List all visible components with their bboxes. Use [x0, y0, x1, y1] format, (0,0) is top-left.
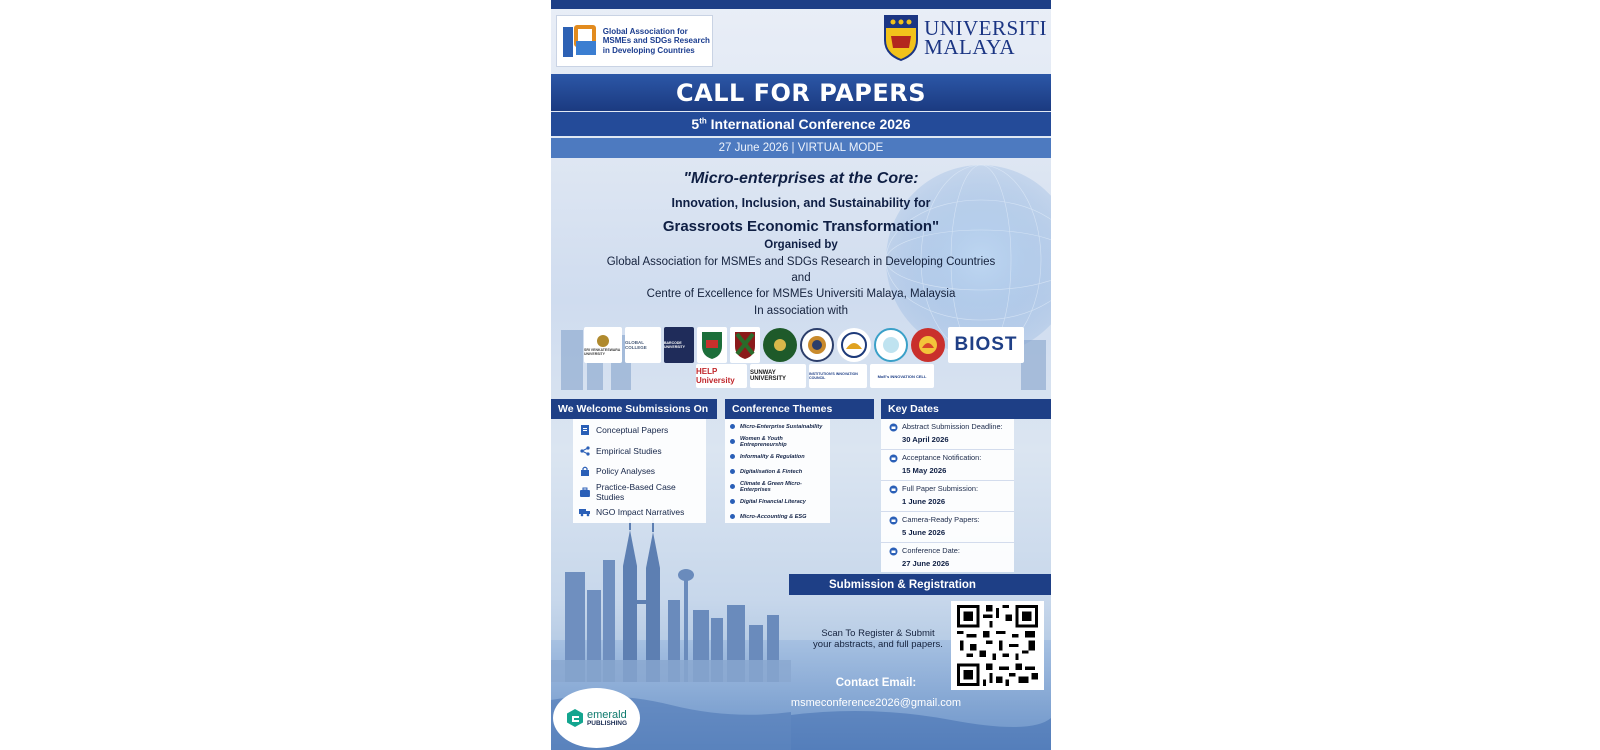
partner-logo-label: INSTITUTION'S INNOVATION COUNCIL [809, 372, 858, 380]
key-date-label: Full Paper Submission: [902, 484, 978, 493]
contact-email-link[interactable]: msmeconference2026@gmail.com [790, 697, 962, 709]
submission-item-label: NGO Impact Narratives [596, 507, 685, 518]
submission-item [573, 502, 706, 523]
association-emblem-icon [561, 21, 599, 61]
theme-item-label: Micro-Accounting & ESG [740, 513, 807, 520]
themes-heading: Conference Themes [725, 399, 874, 419]
theme-line-2: Innovation, Inclusion, and Sustainability for [671, 196, 931, 210]
bullet-icon [730, 439, 735, 444]
theme-item-label: Climate & Green Micro-Enterprises [740, 480, 802, 493]
theme-item [725, 464, 830, 479]
university-name [924, 16, 1047, 59]
lock-icon [579, 466, 591, 476]
partner-logo-label: HELP University [696, 367, 735, 385]
bullet-icon [730, 499, 735, 504]
theme-item [725, 419, 830, 434]
organised-by-label: Organised by [764, 239, 838, 251]
submission-item [573, 441, 706, 462]
college-shield-icon [700, 330, 724, 360]
publisher-name: emerald [586, 708, 627, 721]
key-dates-list [881, 419, 1014, 572]
submission-item [573, 461, 706, 482]
partner-logos-row-2 [696, 364, 934, 388]
lotus-icon [917, 334, 939, 356]
calendar-icon [889, 485, 898, 494]
conference-ordinal: th [699, 116, 707, 126]
briefcase-icon [579, 487, 591, 497]
calendar-icon [889, 547, 898, 556]
submission-item-label: Conceptual Papers [596, 425, 669, 436]
submission-item-label: Practice-Based Case Studies [595, 481, 676, 502]
circle-seal-icon [880, 334, 902, 356]
theme-item [725, 509, 830, 524]
calendar-icon [889, 454, 898, 463]
partner-logo [730, 327, 760, 363]
key-date-label: Conference Date: [902, 546, 960, 555]
key-date-value: 30 April 2026 [902, 435, 949, 444]
scan-line-1: Scan To Register & Submit [821, 628, 935, 639]
key-date-label: Acceptance Notification: [902, 453, 982, 462]
theme-item [725, 449, 830, 464]
association-logo-text: Global Association for MSMEs and SDGs Research in Developing Countries [602, 26, 710, 55]
seal-icon [806, 334, 828, 356]
association-logo [556, 15, 713, 67]
conference-banner [551, 112, 1051, 136]
key-date-item [881, 512, 1014, 543]
association-label: In association with [754, 305, 848, 317]
theme-item [725, 434, 830, 449]
theme-line-3: Grassroots Economic Transformation" [662, 218, 940, 235]
key-date-value: 5 June 2026 [902, 528, 946, 537]
theme-item-label: Women & Youth Entrepreneurship [740, 435, 787, 448]
poster [551, 0, 1051, 750]
calendar-icon [889, 423, 898, 432]
partner-logo [874, 328, 908, 362]
partner-logo-label: BIOST [954, 334, 1018, 355]
key-date-item [881, 450, 1014, 481]
bullet-icon [730, 454, 735, 459]
submissions-list [573, 419, 706, 523]
partner-logo [625, 327, 661, 363]
top-accent-strip [551, 0, 1051, 9]
key-date-item [881, 543, 1014, 574]
theme-item-label: Micro-Enterprise Sustainability [740, 423, 823, 430]
organiser-2: Centre of Excellence for MSMEs Universiti Malaya, Malaysia [646, 288, 956, 300]
key-date-item [881, 419, 1014, 450]
partner-logo [911, 328, 945, 362]
partner-logo [800, 328, 834, 362]
theme-item [725, 479, 830, 494]
partner-logo-label: BARCODE UNIVERSITY [664, 341, 686, 349]
bullet-icon [730, 514, 735, 519]
key-dates-heading: Key Dates [881, 399, 1051, 419]
organiser-and: and [791, 272, 811, 284]
partner-logo [697, 327, 727, 363]
partner-logo [664, 327, 694, 363]
contact-email-label: Contact Email: [835, 677, 917, 689]
partner-logo [870, 364, 934, 388]
conference-number: 5 [691, 116, 700, 132]
partner-logo [837, 328, 871, 362]
submission-item-label: Policy Analyses [596, 466, 656, 477]
partner-logo-label: GLOBAL COLLEGE [625, 340, 647, 350]
scan-line-2: your abstracts, and full papers. [813, 639, 943, 650]
key-date-value: 27 June 2026 [902, 559, 950, 568]
date-mode-banner [551, 138, 1051, 158]
partner-logo [584, 327, 622, 363]
partner-logo [763, 328, 797, 362]
university-crest-icon [883, 14, 919, 62]
theme-line-1: "Micro-enterprises at the Core: [683, 170, 919, 187]
key-date-label: Abstract Submission Deadline: [902, 422, 1003, 431]
crossed-shield-icon [733, 330, 757, 360]
document-icon [579, 425, 591, 435]
bullet-icon [730, 469, 735, 474]
partner-logo-label: SRI VENKATESWARA UNIVERSITY [584, 348, 621, 356]
theme-item-label: Digital Financial Literacy [740, 498, 806, 505]
partner-logo [750, 364, 806, 388]
sunburst-icon [840, 331, 868, 359]
emerald-publishing-logo [553, 688, 640, 748]
call-for-papers-title: CALL FOR PAPERS [676, 78, 926, 107]
date-mode-text: 27 June 2026 | VIRTUAL MODE [718, 142, 884, 154]
partner-logo [948, 327, 1024, 363]
partner-logo-label: SUNWAY UNIVERSITY [750, 370, 787, 382]
bullet-icon [730, 484, 735, 489]
university-name-line1: UNIVERSITI [924, 16, 1047, 40]
submissions-heading: We Welcome Submissions On [551, 399, 717, 419]
organiser-1: Global Association for MSMEs and SDGs Research in Developing Countries [606, 256, 996, 268]
partner-logo [696, 364, 747, 388]
partner-logo-label: MoE's INNOVATION CELL [877, 373, 927, 379]
publisher-sub: PUBLISHING [586, 719, 628, 727]
partner-logos-row-1 [584, 327, 1024, 363]
themes-list [725, 419, 830, 523]
key-date-value: 15 May 2026 [902, 466, 947, 475]
submission-item-label: Empirical Studies [596, 445, 662, 456]
bullet-icon [730, 424, 735, 429]
registration-heading: Submission & Registration [789, 574, 1051, 595]
key-date-item [881, 481, 1014, 512]
theme-item-label: Digitalisation & Fintech [740, 468, 803, 475]
university-name-line2: MALAYA [924, 35, 1016, 59]
calendar-icon [889, 516, 898, 525]
qr-code-icon [955, 605, 1040, 686]
submission-item [573, 420, 706, 441]
emerald-mark-icon [566, 708, 584, 728]
scan-instructions [803, 628, 953, 650]
conference-title [691, 116, 910, 132]
theme-item-label: Informality & Regulation [740, 453, 805, 460]
theme-item [725, 494, 830, 509]
key-date-label: Camera-Ready Papers: [902, 515, 980, 524]
emblem-icon [770, 335, 790, 355]
share-icon [579, 446, 591, 456]
truck-icon [579, 507, 591, 517]
call-for-papers-banner [551, 74, 1051, 111]
key-date-value: 1 June 2026 [902, 497, 946, 506]
partner-logo [809, 364, 867, 388]
sv-university-crest-icon [596, 334, 610, 348]
submission-item [573, 482, 706, 503]
conference-name: International Conference 2026 [710, 116, 911, 132]
university-logo [883, 14, 1047, 62]
